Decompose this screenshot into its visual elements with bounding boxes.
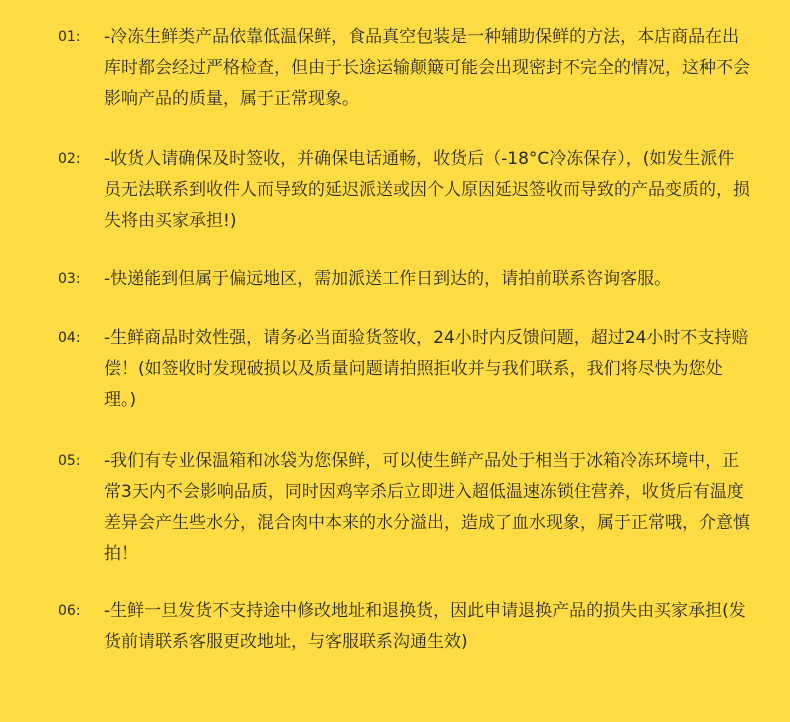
notice-number: 06: <box>58 603 81 619</box>
notice-number: 03: <box>58 271 81 287</box>
notice-number: 01: <box>58 29 81 45</box>
notice-text: -收货人请确保及时签收，并确保电话通畅，收货后（-18°C冷冻保存），(如发生派件员无法联系到收件人而导致的延迟派送或因个人原因延迟签收而导致的产品变质的，损失将由买家承担!) <box>104 149 750 231</box>
notice-text: -快递能到但属于偏远地区，需加派送工作日到达的，请拍前联系咨询客服。 <box>104 269 672 289</box>
notice-text: -我们有专业保温箱和冰袋为您保鲜，可以使生鲜产品处于相当于冰箱冷冻环境中，正常3天内不会影响品质，同时因鸡宰杀后立即进入超低温速冻锁住营养，收货后有温度差异会产生些水分，混合肉中本来的水分溢出，造成了血水现象，属于正常哦，介意慎拍！ <box>104 451 750 564</box>
notice-number: 04: <box>58 330 81 346</box>
notice-text: -冷冻生鲜类产品依靠低温保鲜，食品真空包装是一种辅助保鲜的方法，本店商品在出库时都会经过严格检查，但由于长途运输颠簸可能会出现密封不完全的情况，这种不会影响产品的质量，属于正常现象。 <box>104 27 750 109</box>
notice-number: 02: <box>58 151 81 167</box>
notice-text: -生鲜商品时效性强，请务必当面验货签收，24小时内反馈问题，超过24小时不支持赔偿！(如签收时发现破损以及质量问题请拍照拒收并与我们联系，我们将尽快为您处理。) <box>104 328 749 410</box>
notice-text: -生鲜一旦发货不支持途中修改地址和退换货，因此申请退换产品的损失由买家承担(发货前请联系客服更改地址，与客服联系沟通生效) <box>104 601 746 652</box>
notice-number: 05: <box>58 453 81 469</box>
